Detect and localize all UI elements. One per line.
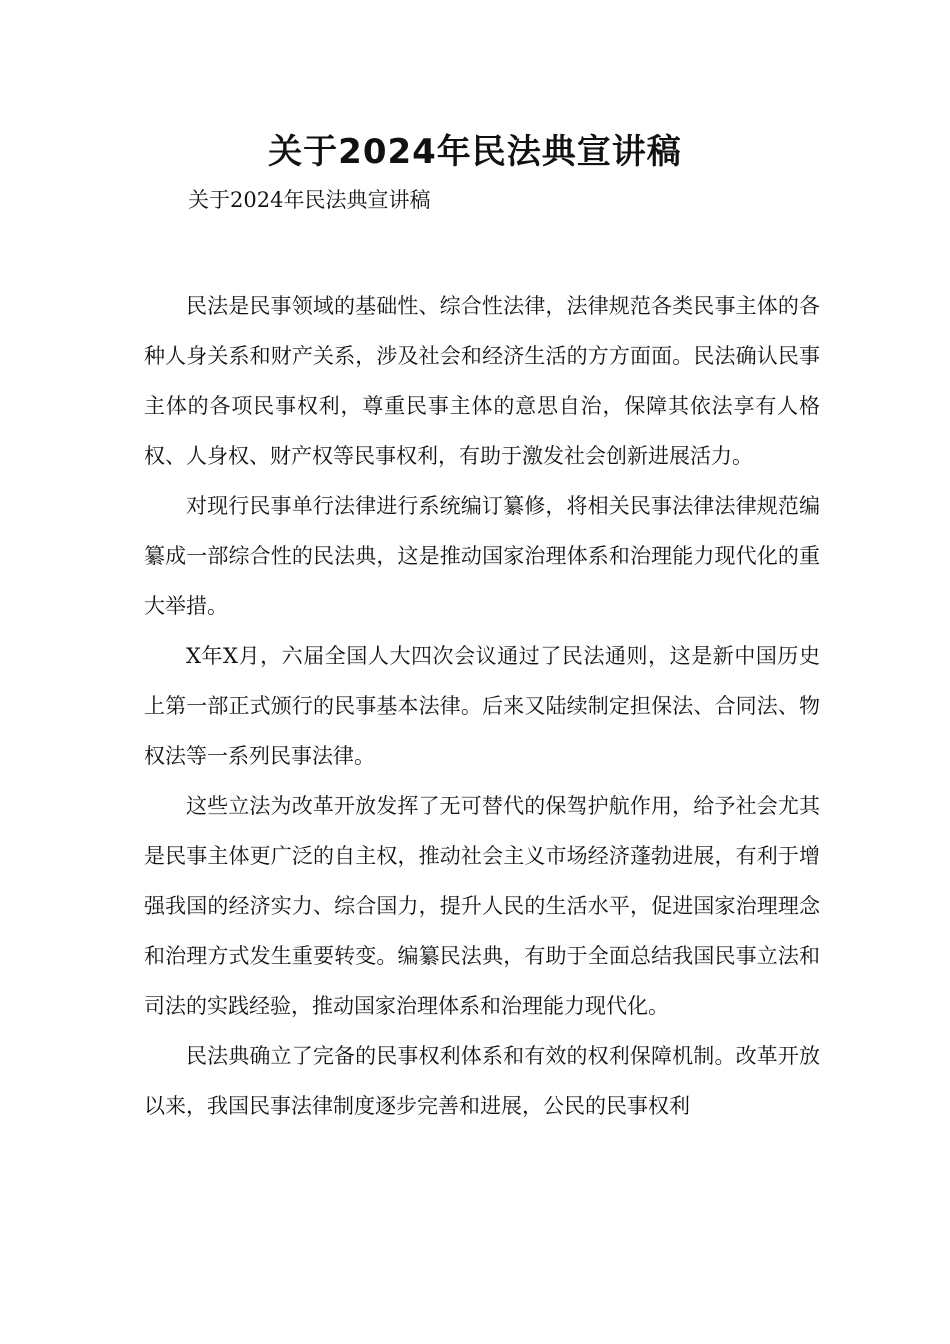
paragraph: 民法典确立了完备的民事权利体系和有效的权利保障机制。改革开放以来，我国民事法律制度逐步完善和进展，公民的民事权利 bbox=[144, 1044, 820, 1118]
paragraph: 民法是民事领域的基础性、综合性法律，法律规范各类民事主体的各种人身关系和财产关系，涉及社会和经济生活的方方面面。民法确认民事主体的各项民事权利，尊重民事主体的意思自治，保障其依法享有人格权、人身权、财产权等民事权利，有助于激发社会创新进展活力。 bbox=[144, 294, 820, 468]
paragraph: 对现行民事单行法律进行系统编订纂修，将相关民事法律法律规范编纂成一部综合性的民法典，这是推动国家治理体系和治理能力现代化的重大举措。 bbox=[144, 494, 820, 618]
document-title: 关于2024年民法典宣讲稿 bbox=[268, 132, 682, 172]
paragraph: X年X月，六届全国人大四次会议通过了民法通则，这是新中国历史上第一部正式颁行的民事基本法律。后来又陆续制定担保法、合同法、物权法等一系列民事法律。 bbox=[144, 644, 820, 768]
document-subtitle: 关于2024年民法典宣讲稿 bbox=[188, 188, 431, 212]
paragraph: 这些立法为改革开放发挥了无可替代的保驾护航作用，给予社会尤其是民事主体更广泛的自主权，推动社会主义市场经济蓬勃进展，有利于增强我国的经济实力、综合国力，提升人民的生活水平，促进国家治理理念和治理方式发生重要转变。编纂民法典，有助于全面总结我国民事立法和司法的实践经验，推动国家治理体系和治理能力现代化。 bbox=[144, 794, 820, 1018]
document-body bbox=[144, 281, 820, 1131]
